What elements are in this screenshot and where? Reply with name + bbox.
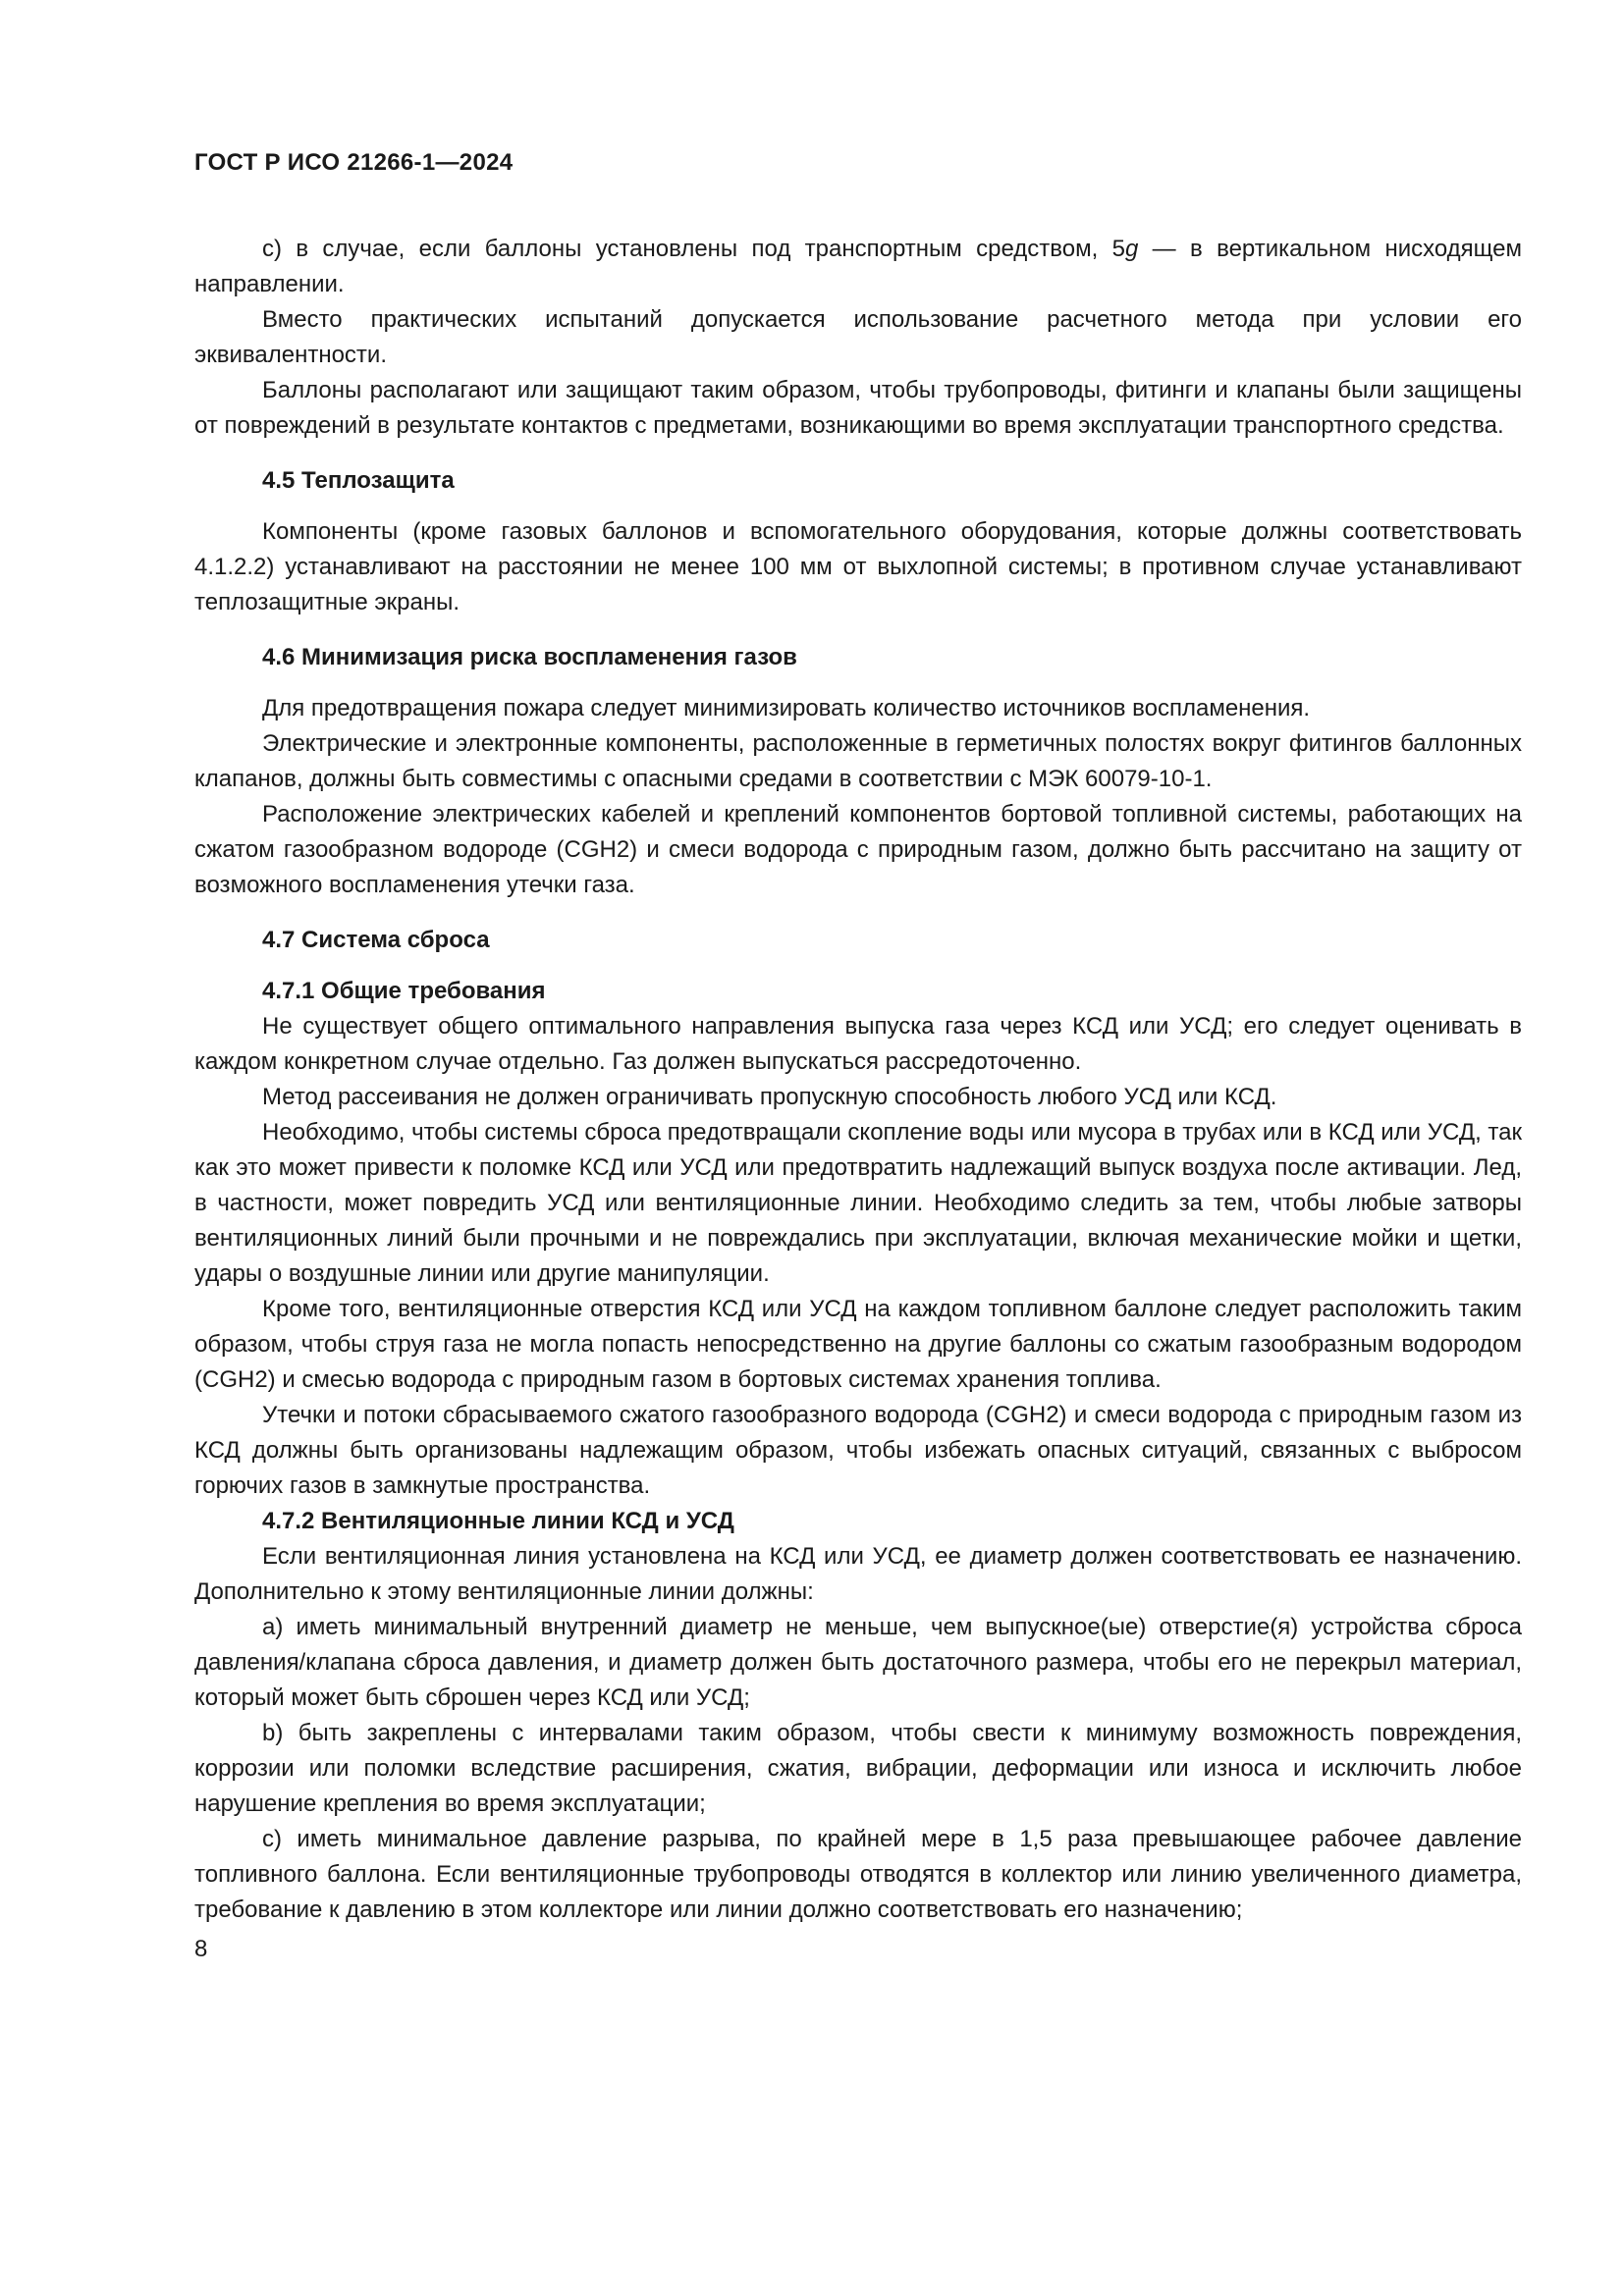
paragraph-calculation-method: Вместо практических испытаний допускается использование расчетного метода при условии его эквивалентности. [194, 306, 1522, 368]
section-heading-4-5: 4.5 Теплозащита [262, 467, 455, 494]
paragraph-cylinder-protection: Баллоны располагают или защищают таким образом, чтобы трубопроводы, фитинги и клапаны были защищены от повреждений в результате контактов с предметами, возникающими во время эксплуатации транспортного средства. [194, 377, 1522, 439]
list-item-a: a) иметь минимальный внутренний диаметр не меньше, чем выпускное(ые) отверстие(я) устройства сброса давления/клапана сброса давления, и диаметр должен быть достаточного размера, чтобы его не перекрыл материал, который может быть сброшен через КСД или УСД; [194, 1614, 1522, 1711]
paragraph-ignition-sources: Для предотвращения пожара следует минимизировать количество источников воспламенения. [262, 695, 1311, 721]
paragraph-leak-flows: Утечки и потоки сбрасываемого сжатого газообразного водорода (CGH2) и смеси водорода с природным газом из КСД должны быть организованы надлежащим образом, чтобы избежать опасных ситуаций, связанных с выбросом горючих газов в замкнутые пространства. [194, 1402, 1522, 1499]
paragraph-vent-openings: Кроме того, вентиляционные отверстия КСД или УСД на каждом топливном баллоне следует расположить таким образом, чтобы струя газа не могла попасть непосредственно на другие баллоны со сжатым газообразным водородом (CGH2) и смесью водорода с природным газом в бортовых системах хранения топлива. [194, 1296, 1522, 1393]
paragraph-cable-arrangement: Расположение электрических кабелей и креплений компонентов бортовой топливной системы, работающих на сжатом газообразном водороде (CGH2) и смеси водорода с природным газом, должно быть рассчитано на защиту от возможного воспламенения утечки газа. [194, 801, 1522, 898]
paragraph-debris-prevention: Необходимо, чтобы системы сброса предотвращали скопление воды или мусора в трубах или в КСД или УСД, так как это может привести к поломке КСД или УСД или предотвратить надлежащий выпуск воздуха после активации. Лед, в частности, может повредить УСД или вентиляционные линии. Необходимо следить за тем, чтобы любые затворы вентиляционных линий были прочными и не повреждались при эксплуатации, включая механические мойки и щетки, удары о воздушные линии или другие манипуляции. [194, 1119, 1522, 1287]
paragraph-release-direction: Не существует общего оптимального направления выпуска газа через КСД или УСД; его следует оценивать в каждом конкретном случае отдельно. Газ должен выпускаться рассредоточенно. [194, 1013, 1522, 1075]
list-item-c: c) иметь минимальное давление разрыва, по крайней мере в 1,5 раза превышающее рабочее давление топливного баллона. Если вентиляционные трубопроводы отводятся в коллектор или линию увеличенного диаметра, требование к давлению в этом коллекторе или линии должно соответствовать его назначению; [194, 1826, 1522, 1923]
list-item-b: b) быть закреплены с интервалами таким образом, чтобы свести к минимуму возможность повреждения, коррозии или поломки вследствие расширения, сжатия, вибрации, деформации или износа и исключить любое нарушение крепления во время эксплуатации; [194, 1720, 1522, 1817]
section-heading-4-7-2: 4.7.2 Вентиляционные линии КСД и УСД [262, 1508, 734, 1534]
section-heading-4-7-1: 4.7.1 Общие требования [262, 978, 546, 1004]
document-page [194, 145, 1522, 1967]
paragraph-electrical-components: Электрические и электронные компоненты, расположенные в герметичных полостях вокруг фитингов баллонных клапанов, должны быть совместимы с опасными средами в соответствии с МЭК 60079-10-1. [194, 730, 1522, 792]
paragraph-vent-lines-intro: Если вентиляционная линия установлена на КСД или УСД, ее диаметр должен соответствовать ее назначению. Дополнительно к этому вентиляционные линии должны: [194, 1543, 1522, 1605]
paragraph-dispersion-method: Метод рассеивания не должен ограничивать пропускную способность любого УСД или КСД. [262, 1084, 1277, 1110]
section-heading-4-6: 4.6 Минимизация риска воспламенения газов [262, 644, 797, 670]
paragraph-heat-protection: Компоненты (кроме газовых баллонов и вспомогательного оборудования, которые должны соответствовать 4.1.2.2) устанавливают на расстоянии не менее 100 мм от выхлопной системы; в противном случае устанавливают теплозащитные экраны. [194, 518, 1522, 615]
section-heading-4-7: 4.7 Система сброса [262, 927, 490, 953]
paragraph-item-c-acceleration: с) в случае, если баллоны установлены под транспортным средством, 5g — в вертикальном нисходящем направлении. [194, 236, 1522, 297]
page-number: 8 [194, 1936, 208, 1962]
document-header-id: ГОСТ Р ИСО 21266-1—2024 [194, 149, 514, 176]
